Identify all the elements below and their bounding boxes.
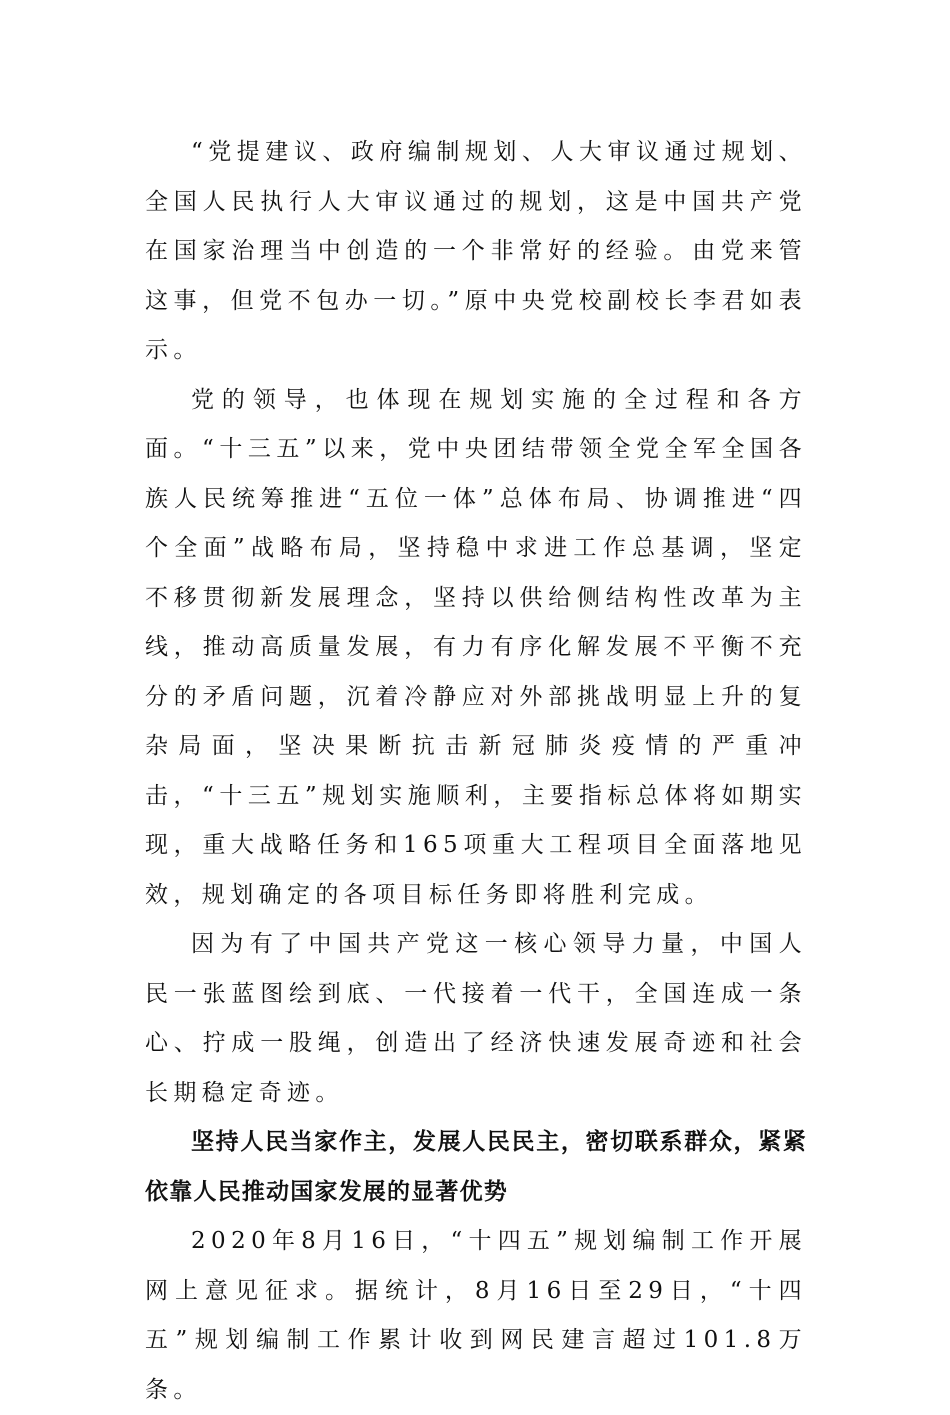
paragraph-party-leadership: 党的领导，也体现在规划实施的全过程和各方面。“十三五”以来，党中央团结带领全党全军全国各族人民统筹推进“五位一体”总体布局、协调推进“四个全面”战略布局，坚持稳中求进工作总基调，坚定不移贯彻新发展理念，坚持以供给侧结构性改革为主线，推动高质量发展，有力有序化解发展不平衡不充分的矛盾问题，沉着冷静应对外部挑战明显上升的复杂局面，坚决果断抗击新冠肺炎疫情的严重冲击，“十三五”规划实施顺利，主要指标总体将如期实现，重大战略任务和165项重大工程项目全面落地见效，规划确定的各项目标任务即将胜利完成。: [145, 386, 807, 908]
paragraph-quote-li-junru: “党提建议、政府编制规划、人大审议通过规划、全国人民执行人大审议通过的规划，这是中国共产党在国家治理当中创造的一个非常好的经验。由党来管这事，但党不包办一切。”原中央党校副校长李君如表示。: [145, 139, 807, 363]
section-heading: 坚持人民当家作主，发展人民民主，密切联系群众，紧紧依靠人民推动国家发展的显著优势: [145, 1129, 807, 1205]
paragraph-online-consultation: 2020年8月16日，“十四五”规划编制工作开展网上意见征求。据统计，8月16日至29日，“十四五”规划编制工作累计收到网民建言超过101.8万条。: [145, 1228, 807, 1403]
document-page: [145, 128, 807, 1415]
paragraph-core-leadership: 因为有了中国共产党这一核心领导力量，中国人民一张蓝图绘到底、一代接着一代干，全国连成一条心、拧成一股绳，创造出了经济快速发展奇迹和社会长期稳定奇迹。: [145, 931, 807, 1106]
